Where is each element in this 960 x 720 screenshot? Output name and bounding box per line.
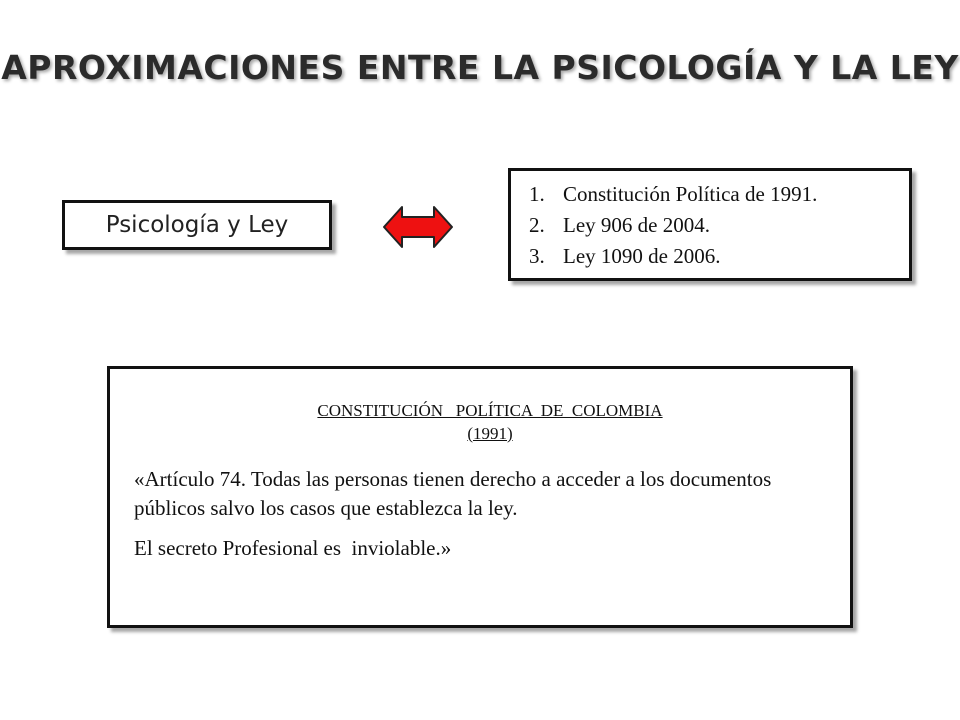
list-number: 1.	[529, 182, 545, 206]
slide-title: APROXIMACIONES ENTRE LA PSICOLOGÍA Y LA LEY	[1, 48, 959, 87]
list-text: Constitución Política de 1991.	[563, 182, 818, 206]
constitution-year: (1991)	[467, 424, 513, 443]
list-item	[529, 241, 895, 272]
list-item	[529, 179, 895, 210]
double-arrow-icon	[382, 203, 454, 251]
list-text: Ley 906 de 2004.	[563, 213, 710, 237]
list-number: 2.	[529, 213, 545, 237]
constitution-heading: CONSTITUCIÓN POLÍTICA DE COLOMBIA	[317, 401, 663, 420]
secret-profesional-text: El secreto Profesional es inviolable.»	[134, 536, 452, 560]
double-arrow-shape	[384, 207, 452, 247]
list-item	[529, 210, 895, 241]
list-text: Ley 1090 de 2006.	[563, 244, 721, 268]
article-74-text: «Artículo 74. Todas las personas tienen derecho a acceder a los documentos públicos salvo los casos que establezca la ley.	[134, 467, 772, 520]
laws-list	[529, 179, 895, 272]
list-number: 3.	[529, 244, 545, 268]
psicologia-ley-label: Psicología y Ley	[105, 212, 289, 238]
constitution-heading-block	[134, 399, 826, 445]
psicologia-ley-box	[62, 200, 332, 250]
constitution-box	[107, 366, 853, 628]
laws-list-box	[508, 168, 912, 281]
